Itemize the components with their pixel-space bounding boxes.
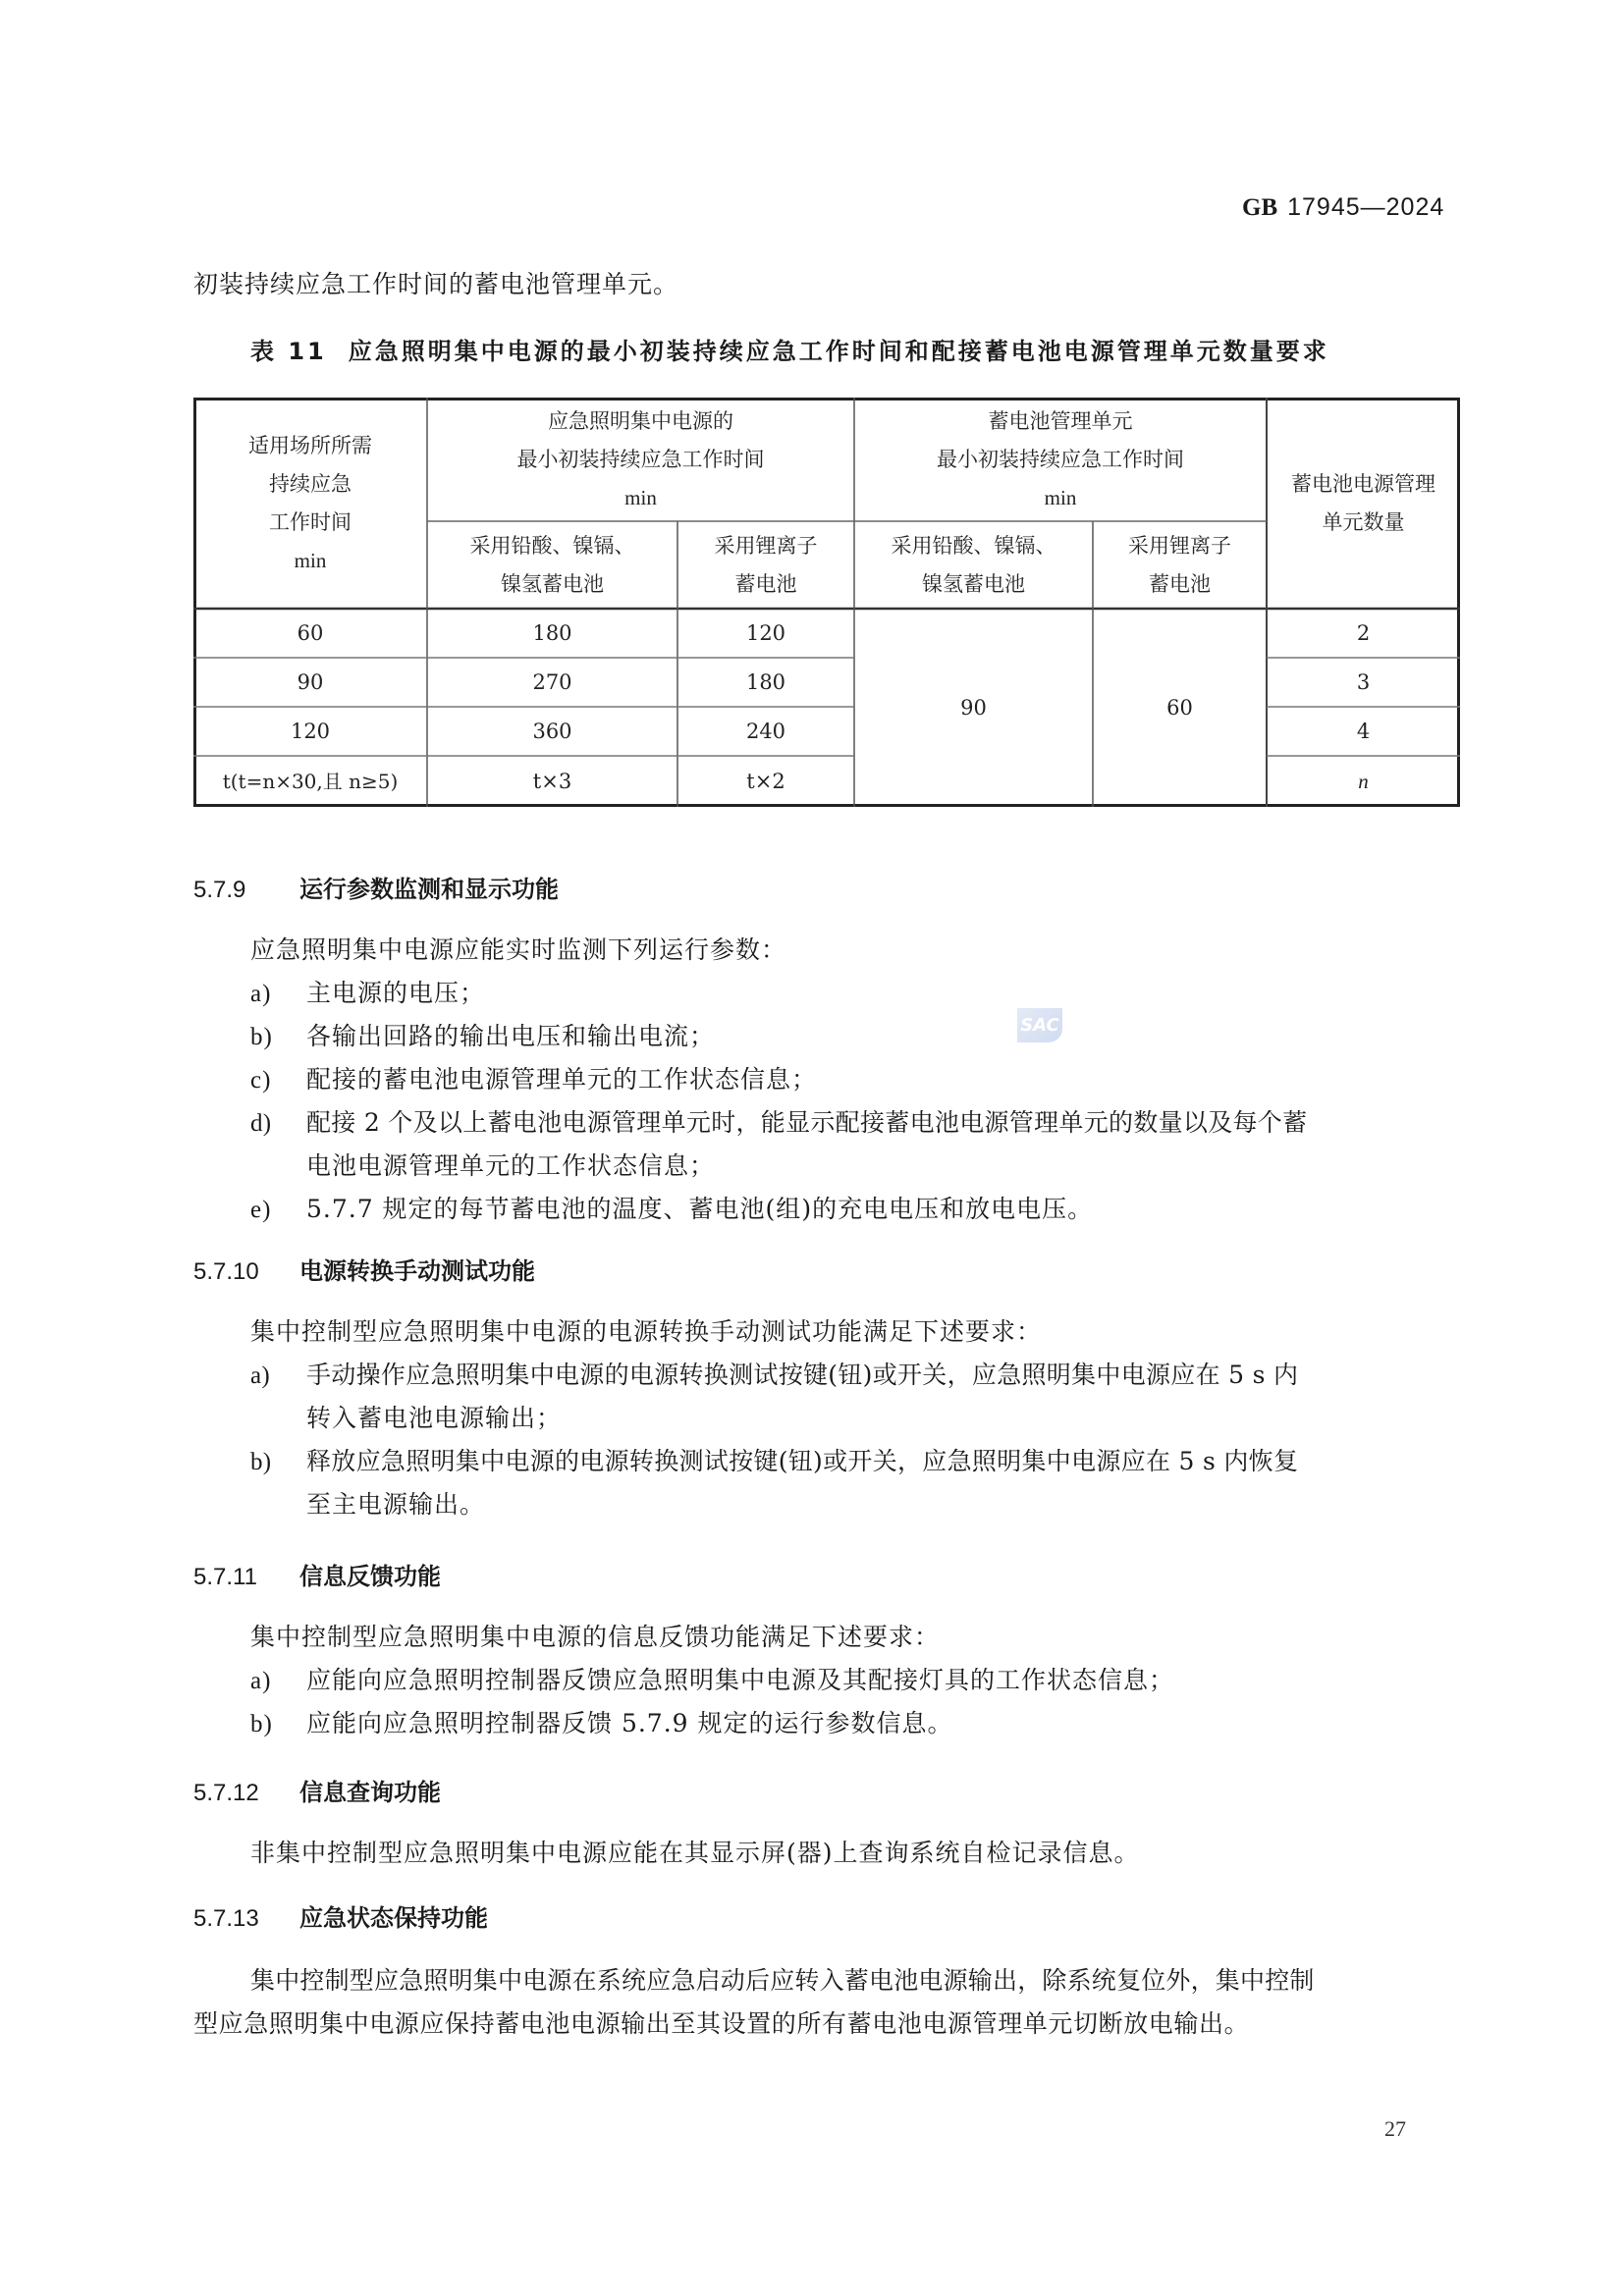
header-line: 蓄电池管理单元 [988,408,1133,433]
section-lead: 应急照明集中电源应能实时监测下列运行参数： [250,935,787,964]
section-heading-5-7-9 [193,870,559,904]
header-line: 镍氢蓄电池 [922,571,1025,596]
section-title: 信息反馈功能 [299,1563,441,1590]
list-text: 5.7.7 规定的每节蓄电池的温度、蓄电池(组)的充电电压和放电电压。 [306,1195,1094,1223]
standard-prefix: GB [1242,194,1278,221]
cell-required-formula: t(t=n×30,且 n≥5) [222,769,399,793]
cell-unit-count-formula: n [1358,769,1369,793]
header-line: 蓄电池电源管理 [1291,471,1435,496]
sac-logo-icon [1017,1008,1062,1042]
section-number: 5.7.13 [193,1905,259,1932]
list-text: 手动操作应急照明集中电源的电源转换测试按键(钮)或开关，应急照明集中电源应在 5 s 内 [306,1361,1299,1389]
section-title: 应急状态保持功能 [299,1904,488,1932]
header-required-time [193,398,427,609]
list-marker: b) [250,1024,273,1050]
cell-source-lithium: 240 [745,719,786,743]
subheader-bmu-lead [854,521,1093,609]
cell-source-lead: 270 [532,669,572,694]
cell-source-lead: 180 [532,620,572,645]
list-marker: a) [250,1668,272,1694]
list-item [250,972,485,1016]
list-text: 主电源的电压； [306,979,486,1007]
table-number: 表 11 [250,338,327,365]
section-heading-5-7-13 [193,1898,488,1933]
header-line: 采用锂离子 [1128,533,1231,558]
header-line: 适用场所所需 [248,433,372,457]
list-continuation: 至主电源输出。 [306,1490,486,1519]
paragraph-line: 型应急照明集中电源应保持蓄电池电源输出至其设置的所有蓄电池电源管理单元切断放电输出。 [193,2009,1250,2038]
list-marker: a) [250,1362,271,1389]
list-marker: c) [250,1067,272,1094]
header-line: 工作时间 [269,509,352,534]
header-line: 持续应急 [269,471,352,496]
cell-bmu-lead-merged: 90 [960,695,987,720]
table-title-text: 应急照明集中电源的最小初装持续应急工作时间和配接蓄电池电源管理单元数量要求 [348,338,1329,365]
header-line: 采用铅酸、镍镉、 [469,533,635,558]
list-continuation: 电池电源管理单元的工作状态信息； [306,1151,716,1180]
cell-required: 90 [297,669,324,694]
list-continuation: 转入蓄电池电源输出； [306,1404,563,1432]
table-title [250,332,1329,366]
page-number: 27 [1384,2116,1406,2141]
cell-source-lithium: 120 [745,620,786,645]
list-text: 配接的蓄电池电源管理单元的工作状态信息； [306,1065,818,1094]
header-unit-count [1267,398,1460,609]
list-item [250,1659,1174,1703]
header-line: 蓄电池 [734,571,797,596]
header-source-group [427,398,854,521]
cell-source-lithium-formula: t×2 [746,769,785,793]
header-line: 镍氢蓄电池 [501,571,604,596]
section-title: 信息查询功能 [299,1779,441,1806]
cell-source-lead-formula: t×3 [532,769,572,793]
cell-source-lithium: 180 [745,669,786,694]
list-item [250,1354,1298,1398]
list-item [250,1702,953,1746]
section-title: 运行参数监测和显示功能 [299,876,559,903]
cell-unit-count: 2 [1356,620,1371,645]
list-item [250,1188,1093,1232]
section-heading-5-7-11 [193,1557,441,1591]
subheader-bmu-lithium [1093,521,1267,609]
cell-bmu-lithium-merged: 60 [1166,695,1193,720]
list-text: 各输出回路的输出电压和输出电流； [306,1022,716,1050]
section-lead: 非集中控制型应急照明集中电源应能在其显示屏(器)上查询系统自检记录信息。 [250,1839,1140,1867]
section-number: 5.7.12 [193,1780,259,1806]
section-title: 电源转换手动测试功能 [299,1257,535,1285]
list-item [250,1015,715,1059]
cell-unit-count: 4 [1356,719,1371,743]
intro-line: 初装持续应急工作时间的蓄电池管理单元。 [193,270,679,298]
standard-code [1242,192,1444,222]
list-text: 配接 2 个及以上蓄电池电源管理单元时，能显示配接蓄电池电源管理单元的数量以及每个蓄 [306,1108,1308,1137]
header-unit: min [624,485,657,509]
list-marker: a) [250,981,272,1007]
header-line: 最小初装持续应急工作时间 [937,447,1184,471]
section-heading-5-7-12 [193,1773,441,1807]
header-unit: min [1044,485,1077,509]
header-line: 采用锂离子 [714,533,818,558]
list-marker: e) [250,1197,272,1223]
section-heading-5-7-10 [193,1252,535,1286]
subheader-source-lead [427,521,677,609]
watermark-text: SAC [1020,1015,1059,1036]
list-text: 应能向应急照明控制器反馈应急照明集中电源及其配接灯具的工作状态信息； [306,1666,1175,1694]
list-text: 应能向应急照明控制器反馈 5.7.9 规定的运行参数信息。 [306,1709,953,1737]
requirements-table [193,398,1460,807]
section-number: 5.7.10 [193,1258,259,1285]
header-line: 应急照明集中电源的 [548,408,733,433]
list-item [250,1440,1298,1484]
header-unit: min [294,548,327,572]
list-marker: b) [250,1711,273,1737]
cell-required: 60 [297,620,324,645]
section-lead: 集中控制型应急照明集中电源的信息反馈功能满足下述要求： [250,1623,941,1651]
header-line: 蓄电池 [1149,571,1211,596]
section-number: 5.7.11 [193,1564,257,1590]
cell-unit-count: 3 [1356,669,1371,694]
standard-number: 17945—2024 [1287,193,1445,221]
list-marker: d) [250,1110,272,1137]
cell-source-lead: 360 [532,719,572,743]
cell-required: 120 [290,719,331,743]
header-bmu-group [854,398,1267,521]
section-lead: 集中控制型应急照明集中电源的电源转换手动测试功能满足下述要求： [250,1317,1043,1346]
header-line: 最小初装持续应急工作时间 [516,447,765,471]
section-number: 5.7.9 [193,877,246,903]
list-text: 释放应急照明集中电源的电源转换测试按键(钮)或开关，应急照明集中电源应在 5 s 内恢复 [306,1447,1299,1475]
header-line: 单元数量 [1322,509,1405,534]
list-marker: b) [250,1449,272,1475]
paragraph-line: 集中控制型应急照明集中电源在系统应急启动后应转入蓄电池电源输出，除系统复位外，集中控制 [250,1966,1315,1995]
header-line: 采用铅酸、镍镉、 [891,533,1056,558]
list-item [250,1101,1307,1146]
subheader-source-lithium [677,521,854,609]
list-item [250,1058,817,1102]
